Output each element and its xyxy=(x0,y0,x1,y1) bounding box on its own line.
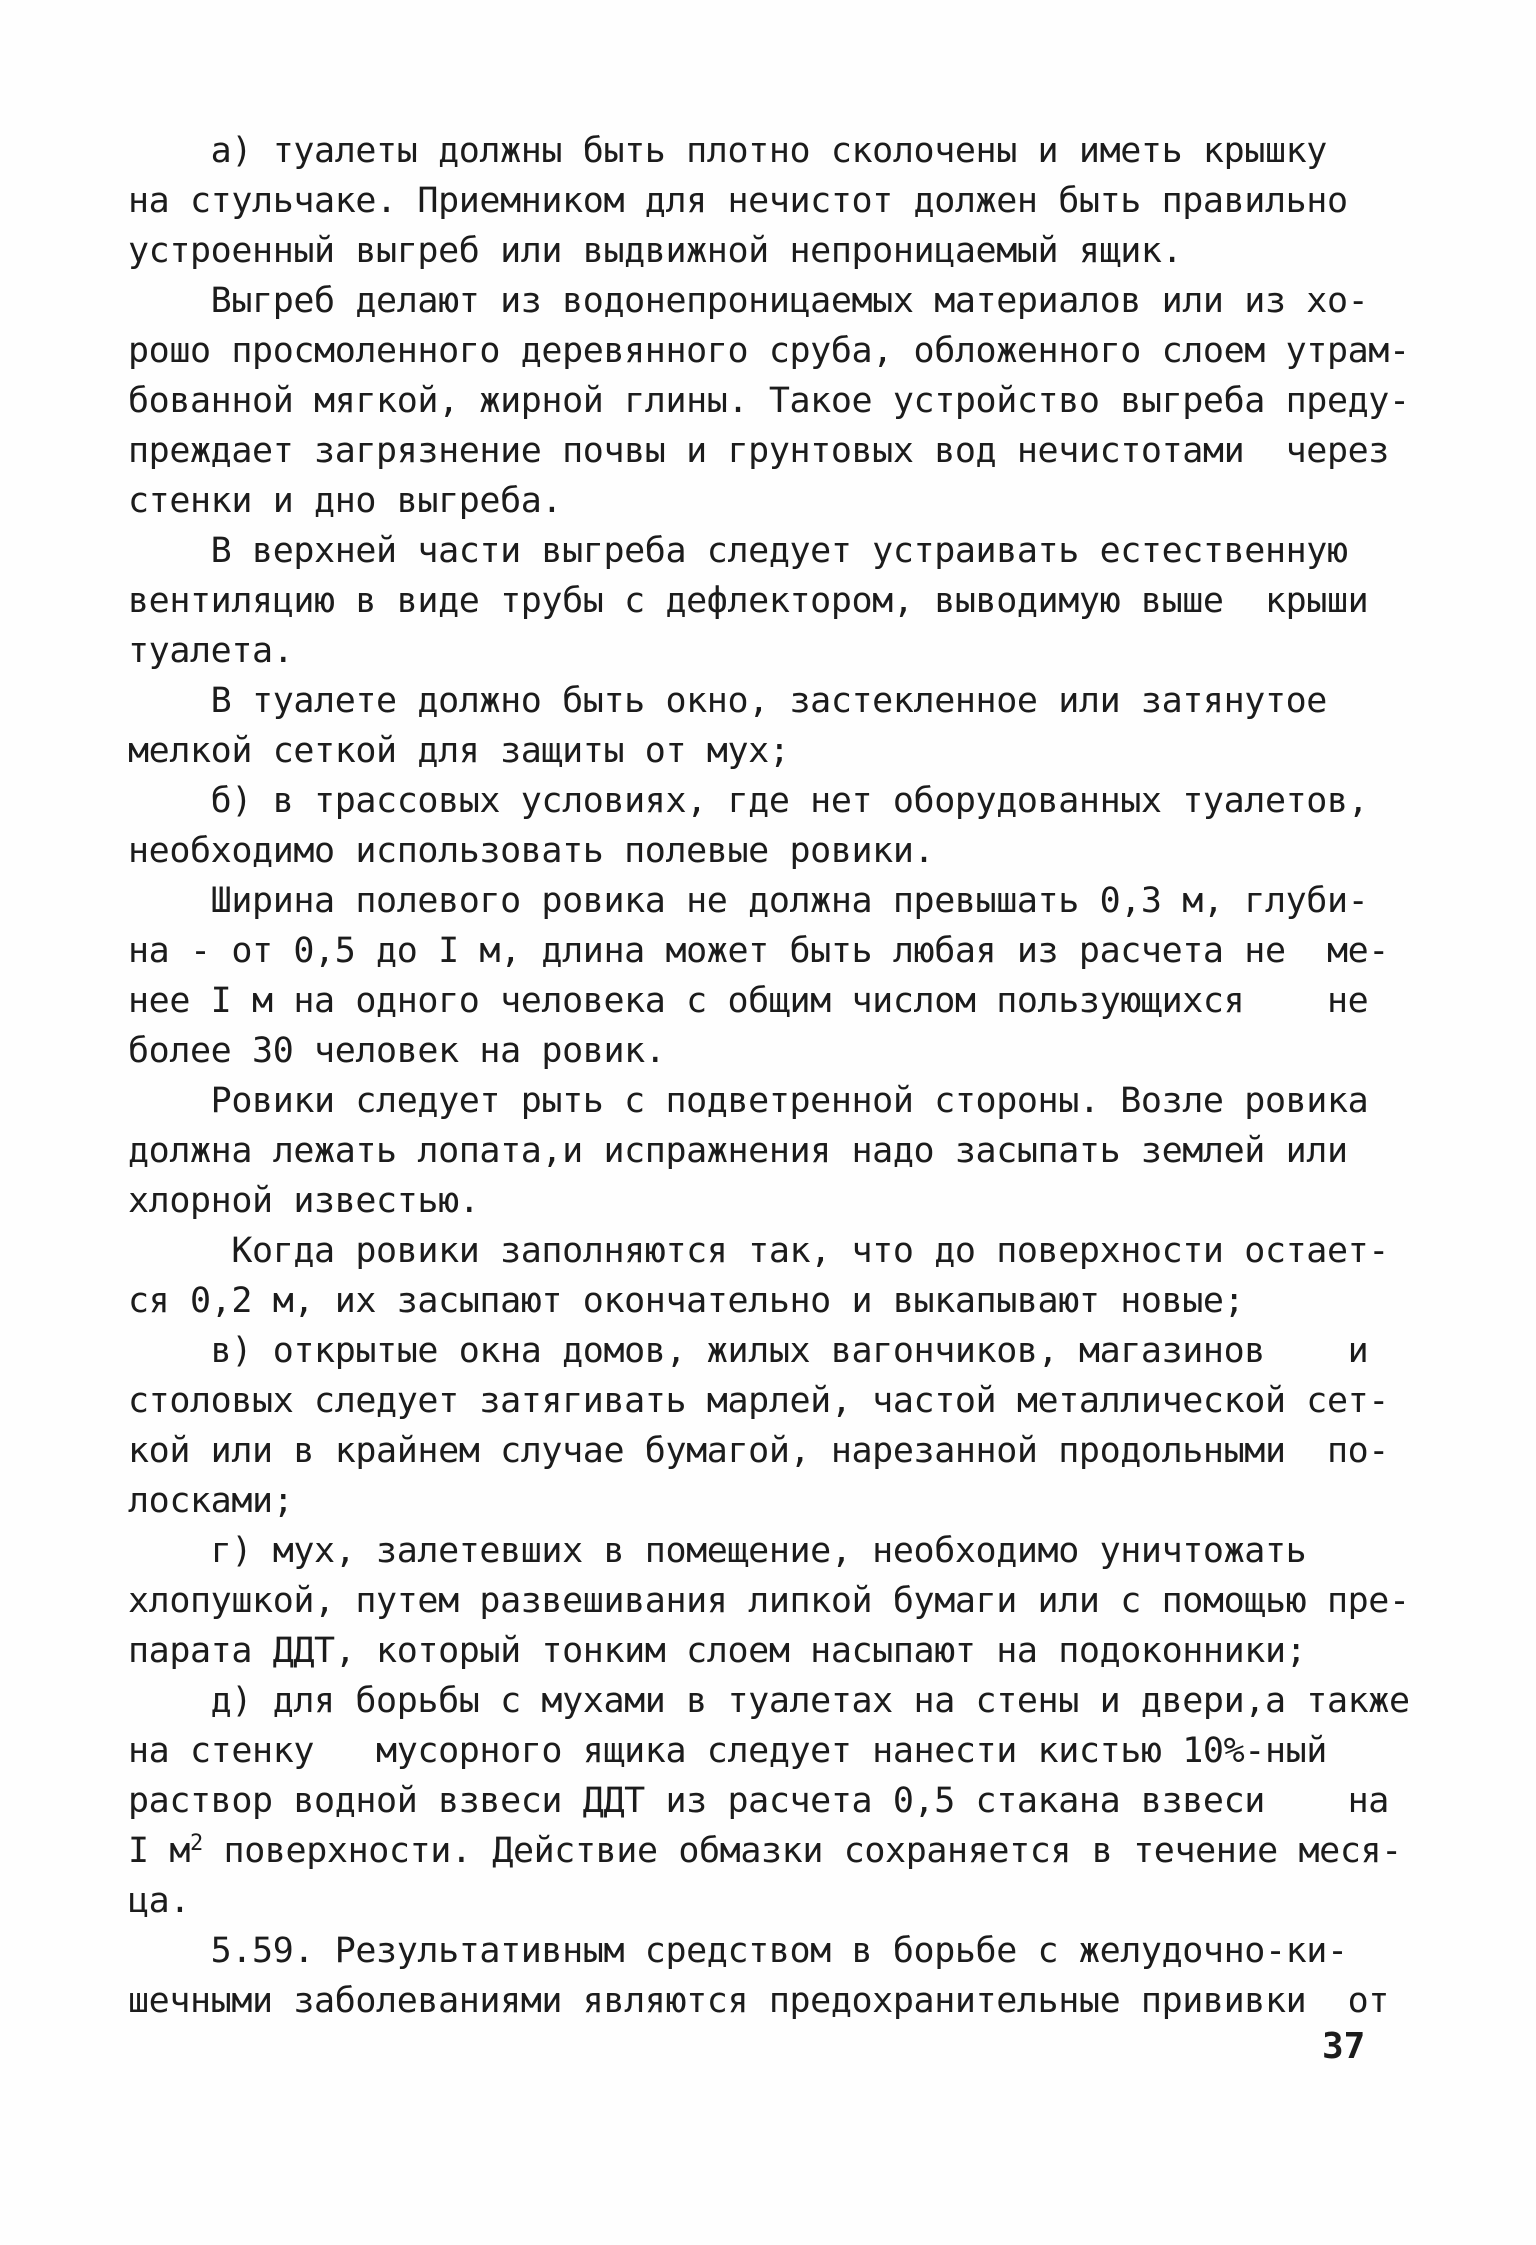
superscript-line-before: I м xyxy=(128,1831,191,1871)
text-line: а) туалеты должны быть плотно сколочены и иметь крышку xyxy=(128,131,1327,171)
text-line: Ровики следует рыть с подветренной стороны. Возле ровика xyxy=(128,1081,1369,1121)
text-line: В верхней части выгреба следует устраивать естественную xyxy=(128,531,1348,571)
text-line: бованной мягкой, жирной глины. Такое устройство выгреба преду- xyxy=(128,381,1410,421)
superscript-line-after: поверхности. Действие обмазки сохраняется в течение меся- xyxy=(202,1831,1402,1871)
text-line: на стенку мусорного ящика следует нанести кистью 10%-ный xyxy=(128,1731,1327,1771)
text-line: на - от 0,5 до I м, длина может быть любая из расчета не ме- xyxy=(128,931,1389,971)
text-line: столовых следует затягивать марлей, частой металлической сет- xyxy=(128,1381,1389,1421)
body-text xyxy=(128,126,1410,2026)
text-line: устроенный выгреб или выдвижной непроницаемый ящик. xyxy=(128,231,1183,271)
superscript: 2 xyxy=(190,1831,203,1856)
text-line: необходимо использовать полевые ровики. xyxy=(128,831,935,871)
text-line: б) в трассовых условиях, где нет оборудованных туалетов, xyxy=(128,781,1369,821)
text-line: туалета. xyxy=(128,631,294,671)
text-line: должна лежать лопата,и испражнения надо засыпать землей или xyxy=(128,1131,1348,1171)
text-line: кой или в крайнем случае бумагой, нарезанной продольными по- xyxy=(128,1431,1389,1471)
text-line: Ширина полевого ровика не должна превышать 0,3 м, глуби- xyxy=(128,881,1369,921)
text-line: мелкой сеткой для защиты от мух; xyxy=(128,731,790,771)
text-line: хлопушкой, путем развешивания липкой бумаги или с помощью пре- xyxy=(128,1581,1410,1621)
text-line-with-superscript xyxy=(128,1826,1402,1876)
text-line: на стульчаке. Приемником для нечистот должен быть правильно xyxy=(128,181,1348,221)
text-line: вентиляцию в виде трубы с дефлектором, выводимую выше крыши xyxy=(128,581,1369,621)
text-line: стенки и дно выгреба. xyxy=(128,481,563,521)
page-number: 37 xyxy=(1322,2026,1366,2067)
text-line: 5.59. Результативным средством в борьбе с желудочно-ки- xyxy=(128,1931,1348,1971)
text-line: лосками; xyxy=(128,1481,294,1521)
text-line: г) мух, залетевших в помещение, необходимо уничтожать xyxy=(128,1531,1307,1571)
text-line: хлорной известью. xyxy=(128,1181,480,1221)
text-line: парата ДДТ, который тонким слоем насыпают на подоконники; xyxy=(128,1631,1307,1671)
text-line: В туалете должно быть окно, застекленное или затянутое xyxy=(128,681,1327,721)
text-line: преждает загрязнение почвы и грунтовых вод нечистотами через xyxy=(128,431,1389,471)
text-line: шечными заболеваниями являются предохранительные прививки от xyxy=(128,1981,1389,2021)
text-line: Выгреб делают из водонепроницаемых материалов или из хо- xyxy=(128,281,1369,321)
text-line: д) для борьбы с мухами в туалетах на стены и двери,а также xyxy=(128,1681,1410,1721)
text-line: ся 0,2 м, их засыпают окончательно и выкапывают новые; xyxy=(128,1281,1245,1321)
text-line: Когда ровики заполняются так, что до поверхности остает- xyxy=(128,1231,1389,1271)
text-line: раствор водной взвеси ДДТ из расчета 0,5 стакана взвеси на xyxy=(128,1781,1389,1821)
text-line: рошо просмоленного деревянного сруба, обложенного слоем утрам- xyxy=(128,331,1410,371)
text-line: более 30 человек на ровик. xyxy=(128,1031,666,1071)
text-line: в) открытые окна домов, жилых вагончиков, магазинов и xyxy=(128,1331,1369,1371)
text-line: нее I м на одного человека с общим числом пользующихся не xyxy=(128,981,1369,1021)
text-line: ца. xyxy=(128,1881,191,1921)
